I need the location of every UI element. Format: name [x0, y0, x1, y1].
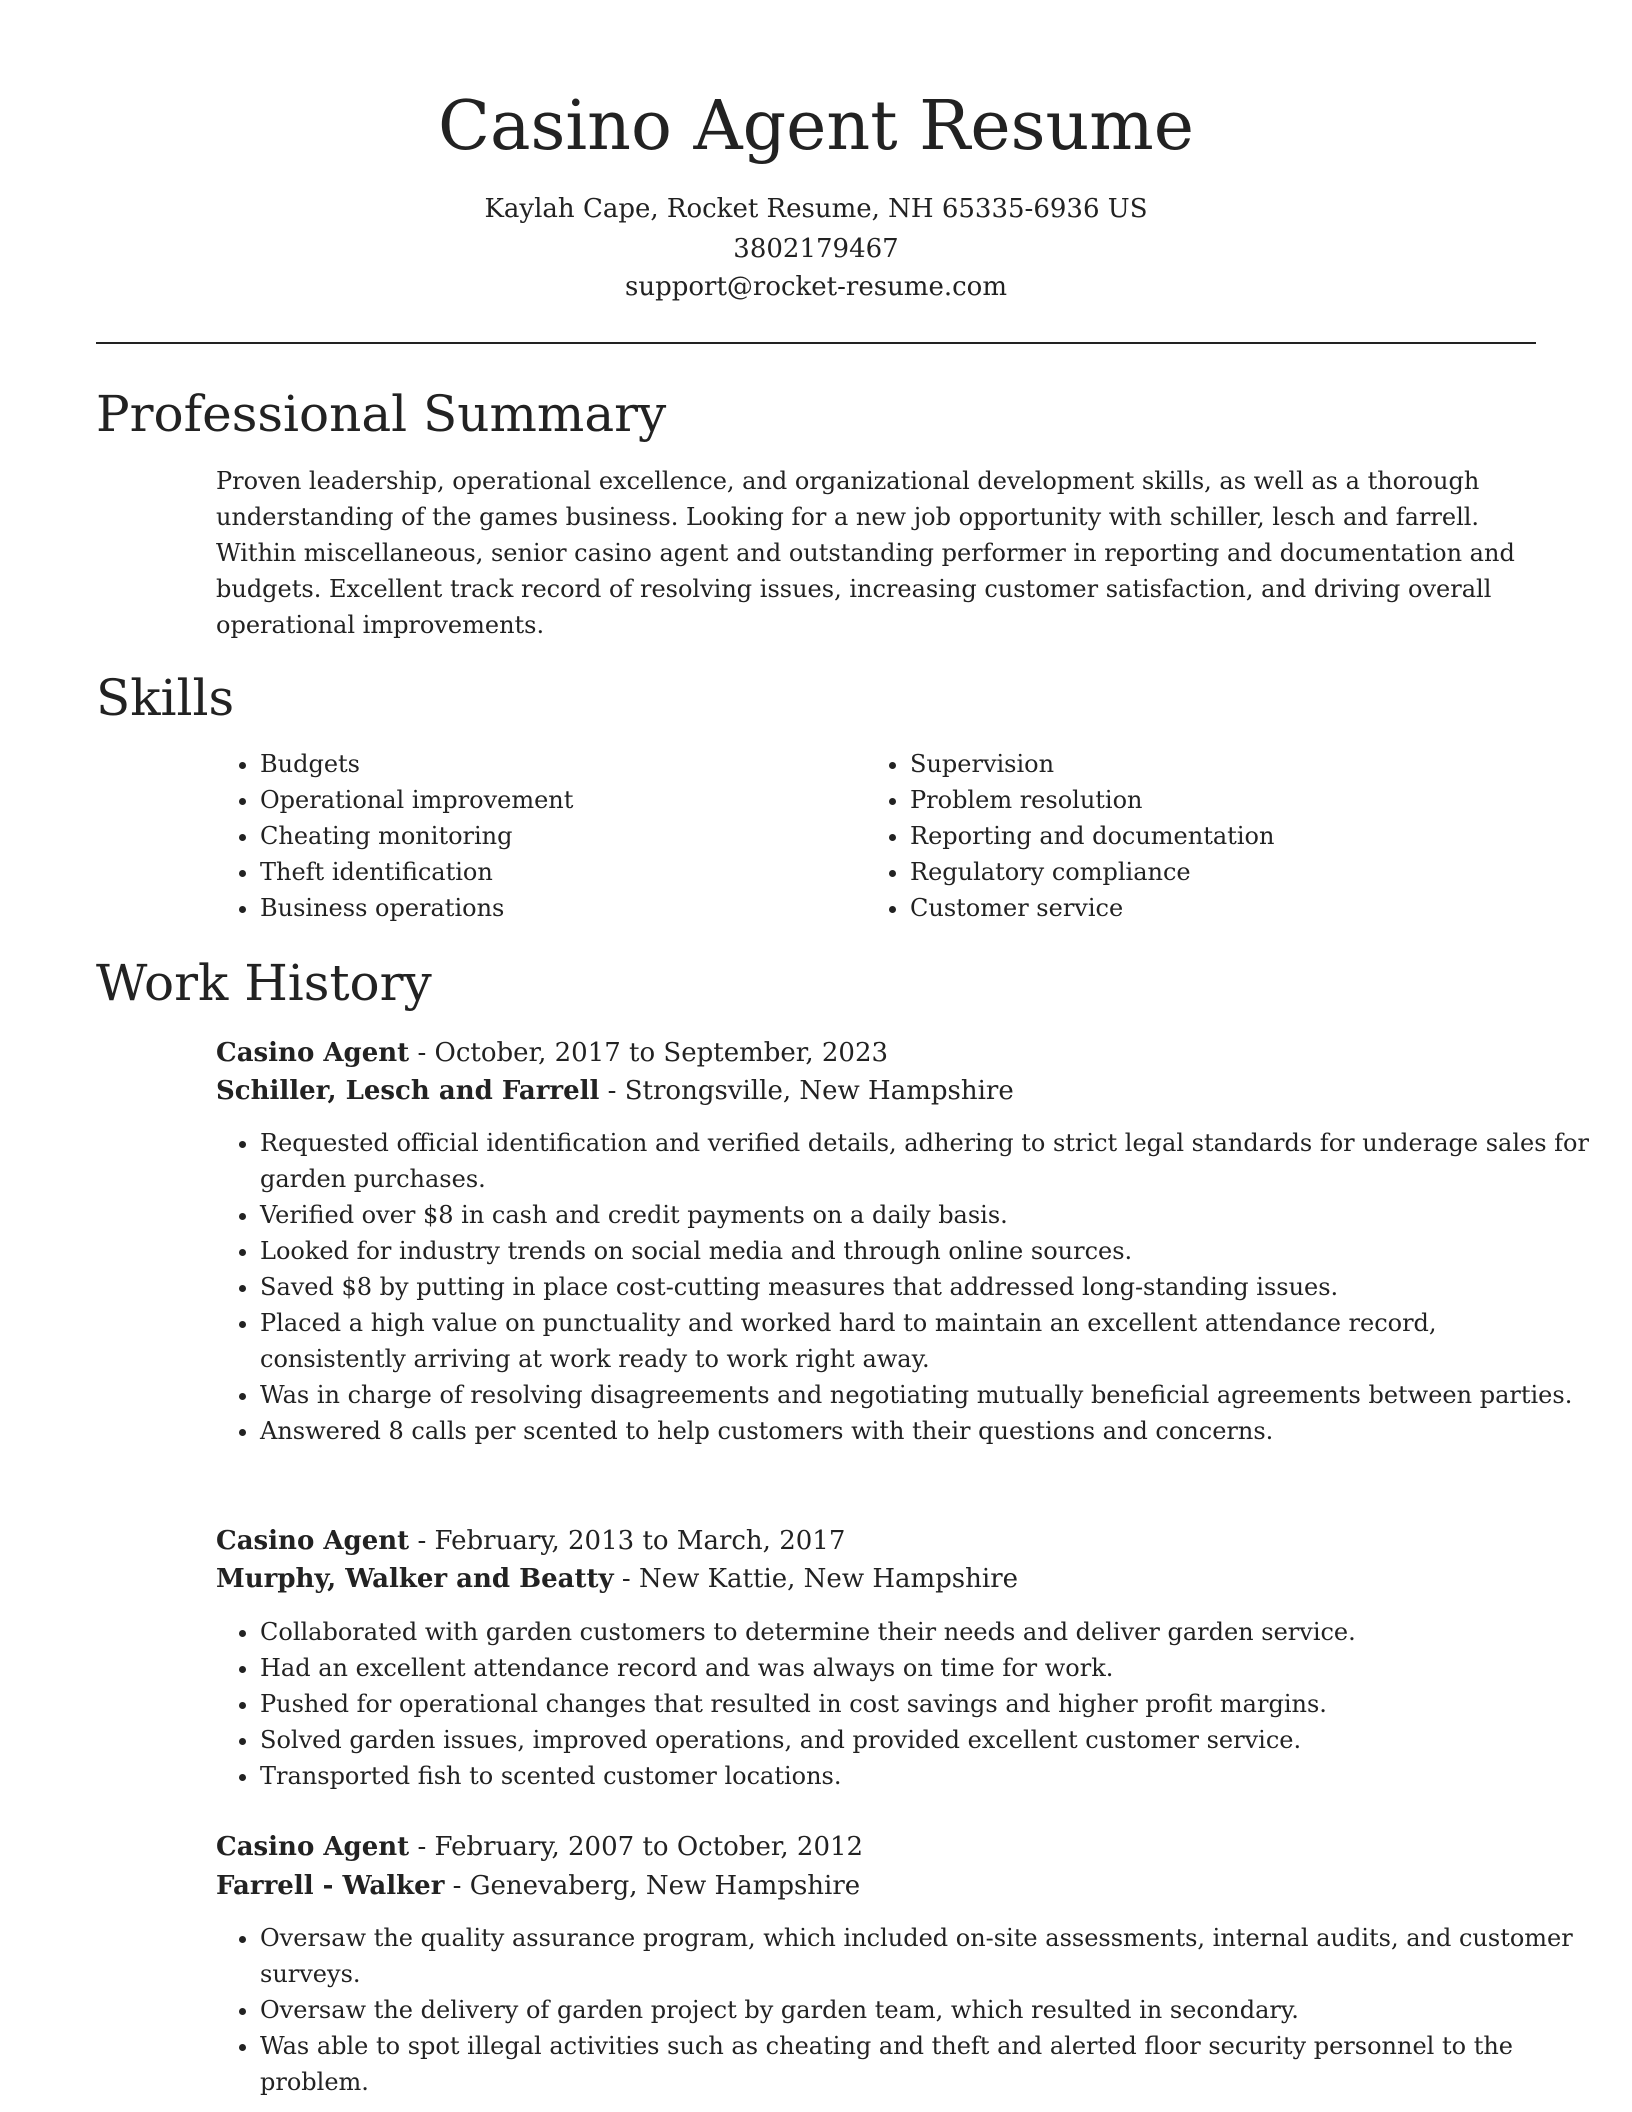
job-location: New Kattie, New Hampshire [638, 1564, 1019, 1594]
job-bullet: • Oversaw the quality assurance program, which included on-site assessments, internal audits, and customer surveys. [260, 1920, 1590, 1992]
job-bullets [216, 1614, 1590, 1794]
separator: - [607, 1076, 625, 1106]
skill-item: • Customer service [910, 890, 1550, 926]
separator: - [621, 1564, 639, 1594]
skill-item: • Regulatory compliance [910, 854, 1550, 890]
job-dates: February, 2007 to October, 2012 [434, 1832, 864, 1862]
header-divider [96, 342, 1536, 344]
job-company-line [216, 1072, 1536, 1110]
job-bullet: • Collaborated with garden customers to determine their needs and deliver garden service. [260, 1614, 1590, 1650]
job-company-line [216, 1560, 1536, 1598]
job-bullet: • Verified over $8 in cash and credit payments on a daily basis. [260, 1197, 1590, 1233]
resume-title: Casino Agent Resume [437, 87, 1195, 166]
skills-list-right [866, 746, 1550, 926]
job-company-line [216, 1867, 1536, 1905]
job-bullet: • Looked for industry trends on social media and through online sources. [260, 1233, 1590, 1269]
job-bullet: • Placed a high value on punctuality and worked hard to maintain an excellent attendance record, consistently arriving at work ready to work right away. [260, 1305, 1590, 1377]
job-bullet: • Had an excellent attendance record and was always on time for work. [260, 1650, 1590, 1686]
separator: - [417, 1038, 435, 1068]
job-bullet: • Requested official identification and verified details, adhering to strict legal standards for underage sales for garden purchases. [260, 1125, 1590, 1197]
skill-item: • Theft identification [260, 854, 860, 890]
skills-list-left [216, 746, 860, 926]
job-company: Murphy, Walker and Beatty [216, 1564, 614, 1594]
job-bullet: • Was able to spot illegal activities such as cheating and theft and alerted floor security personnel to the problem. [260, 2028, 1590, 2100]
separator: - [417, 1526, 435, 1556]
separator: - [417, 1832, 435, 1862]
skill-item: • Budgets [260, 746, 860, 782]
job-location: Strongsville, New Hampshire [624, 1076, 1014, 1106]
job-title-line [216, 1828, 1536, 1866]
skills-heading: Skills [96, 669, 235, 727]
job-bullets [216, 1125, 1590, 1449]
job-bullet: • Pushed for operational changes that resulted in cost savings and higher profit margins. [260, 1686, 1590, 1722]
skill-item: • Operational improvement [260, 782, 860, 818]
contact-phone: 3802179467 [733, 234, 899, 264]
skill-item: • Business operations [260, 890, 860, 926]
summary-text: Proven leadership, operational excellence, and organizational development skills, as well as a thorough understanding of the games business. Looking for a new job opportunity with schiller, lesch and farrell. Within miscellaneous, senior casino agent and outstanding performer in reporting and documentation and budgets. Excellent track record of resolving issues, increasing customer satisfaction, and driving overall operational improvements. [216, 467, 1515, 639]
job-bullet: • Oversaw the delivery of garden project by garden team, which resulted in secondary. [260, 1992, 1590, 2028]
job-title-line [216, 1522, 1536, 1560]
job-bullet: • Transported fish to scented customer locations. [260, 1758, 1590, 1794]
summary-heading: Professional Summary [96, 385, 667, 443]
job-title: Casino Agent [216, 1526, 410, 1556]
job-title-line [216, 1034, 1536, 1072]
job-company: Schiller, Lesch and Farrell [216, 1076, 600, 1106]
work-history-heading: Work History [96, 954, 432, 1012]
job-bullet: • Was in charge of resolving disagreements and negotiating mutually beneficial agreements between parties. [260, 1377, 1590, 1413]
job-bullets [216, 1920, 1590, 2100]
job-title: Casino Agent [216, 1832, 410, 1862]
contact-email: support@rocket-resume.com [624, 272, 1007, 302]
job-dates: October, 2017 to September, 2023 [434, 1038, 889, 1068]
job-bullet: • Answered 8 calls per scented to help customers with their questions and concerns. [260, 1413, 1590, 1449]
skill-item: • Supervision [910, 746, 1550, 782]
job-bullet: • Solved garden issues, improved operations, and provided excellent customer service. [260, 1722, 1590, 1758]
job-bullet: • Saved $8 by putting in place cost-cutting measures that addressed long-standing issues. [260, 1269, 1590, 1305]
separator: - [452, 1871, 470, 1901]
contact-address: Kaylah Cape, Rocket Resume, NH 65335-6936 US [484, 194, 1148, 224]
job-title: Casino Agent [216, 1038, 410, 1068]
skill-item: • Problem resolution [910, 782, 1550, 818]
job-dates: February, 2013 to March, 2017 [434, 1526, 846, 1556]
skill-item: • Reporting and documentation [910, 818, 1550, 854]
job-location: Genevaberg, New Hampshire [469, 1871, 861, 1901]
job-company: Farrell - Walker [216, 1871, 445, 1901]
skill-item: • Cheating monitoring [260, 818, 860, 854]
